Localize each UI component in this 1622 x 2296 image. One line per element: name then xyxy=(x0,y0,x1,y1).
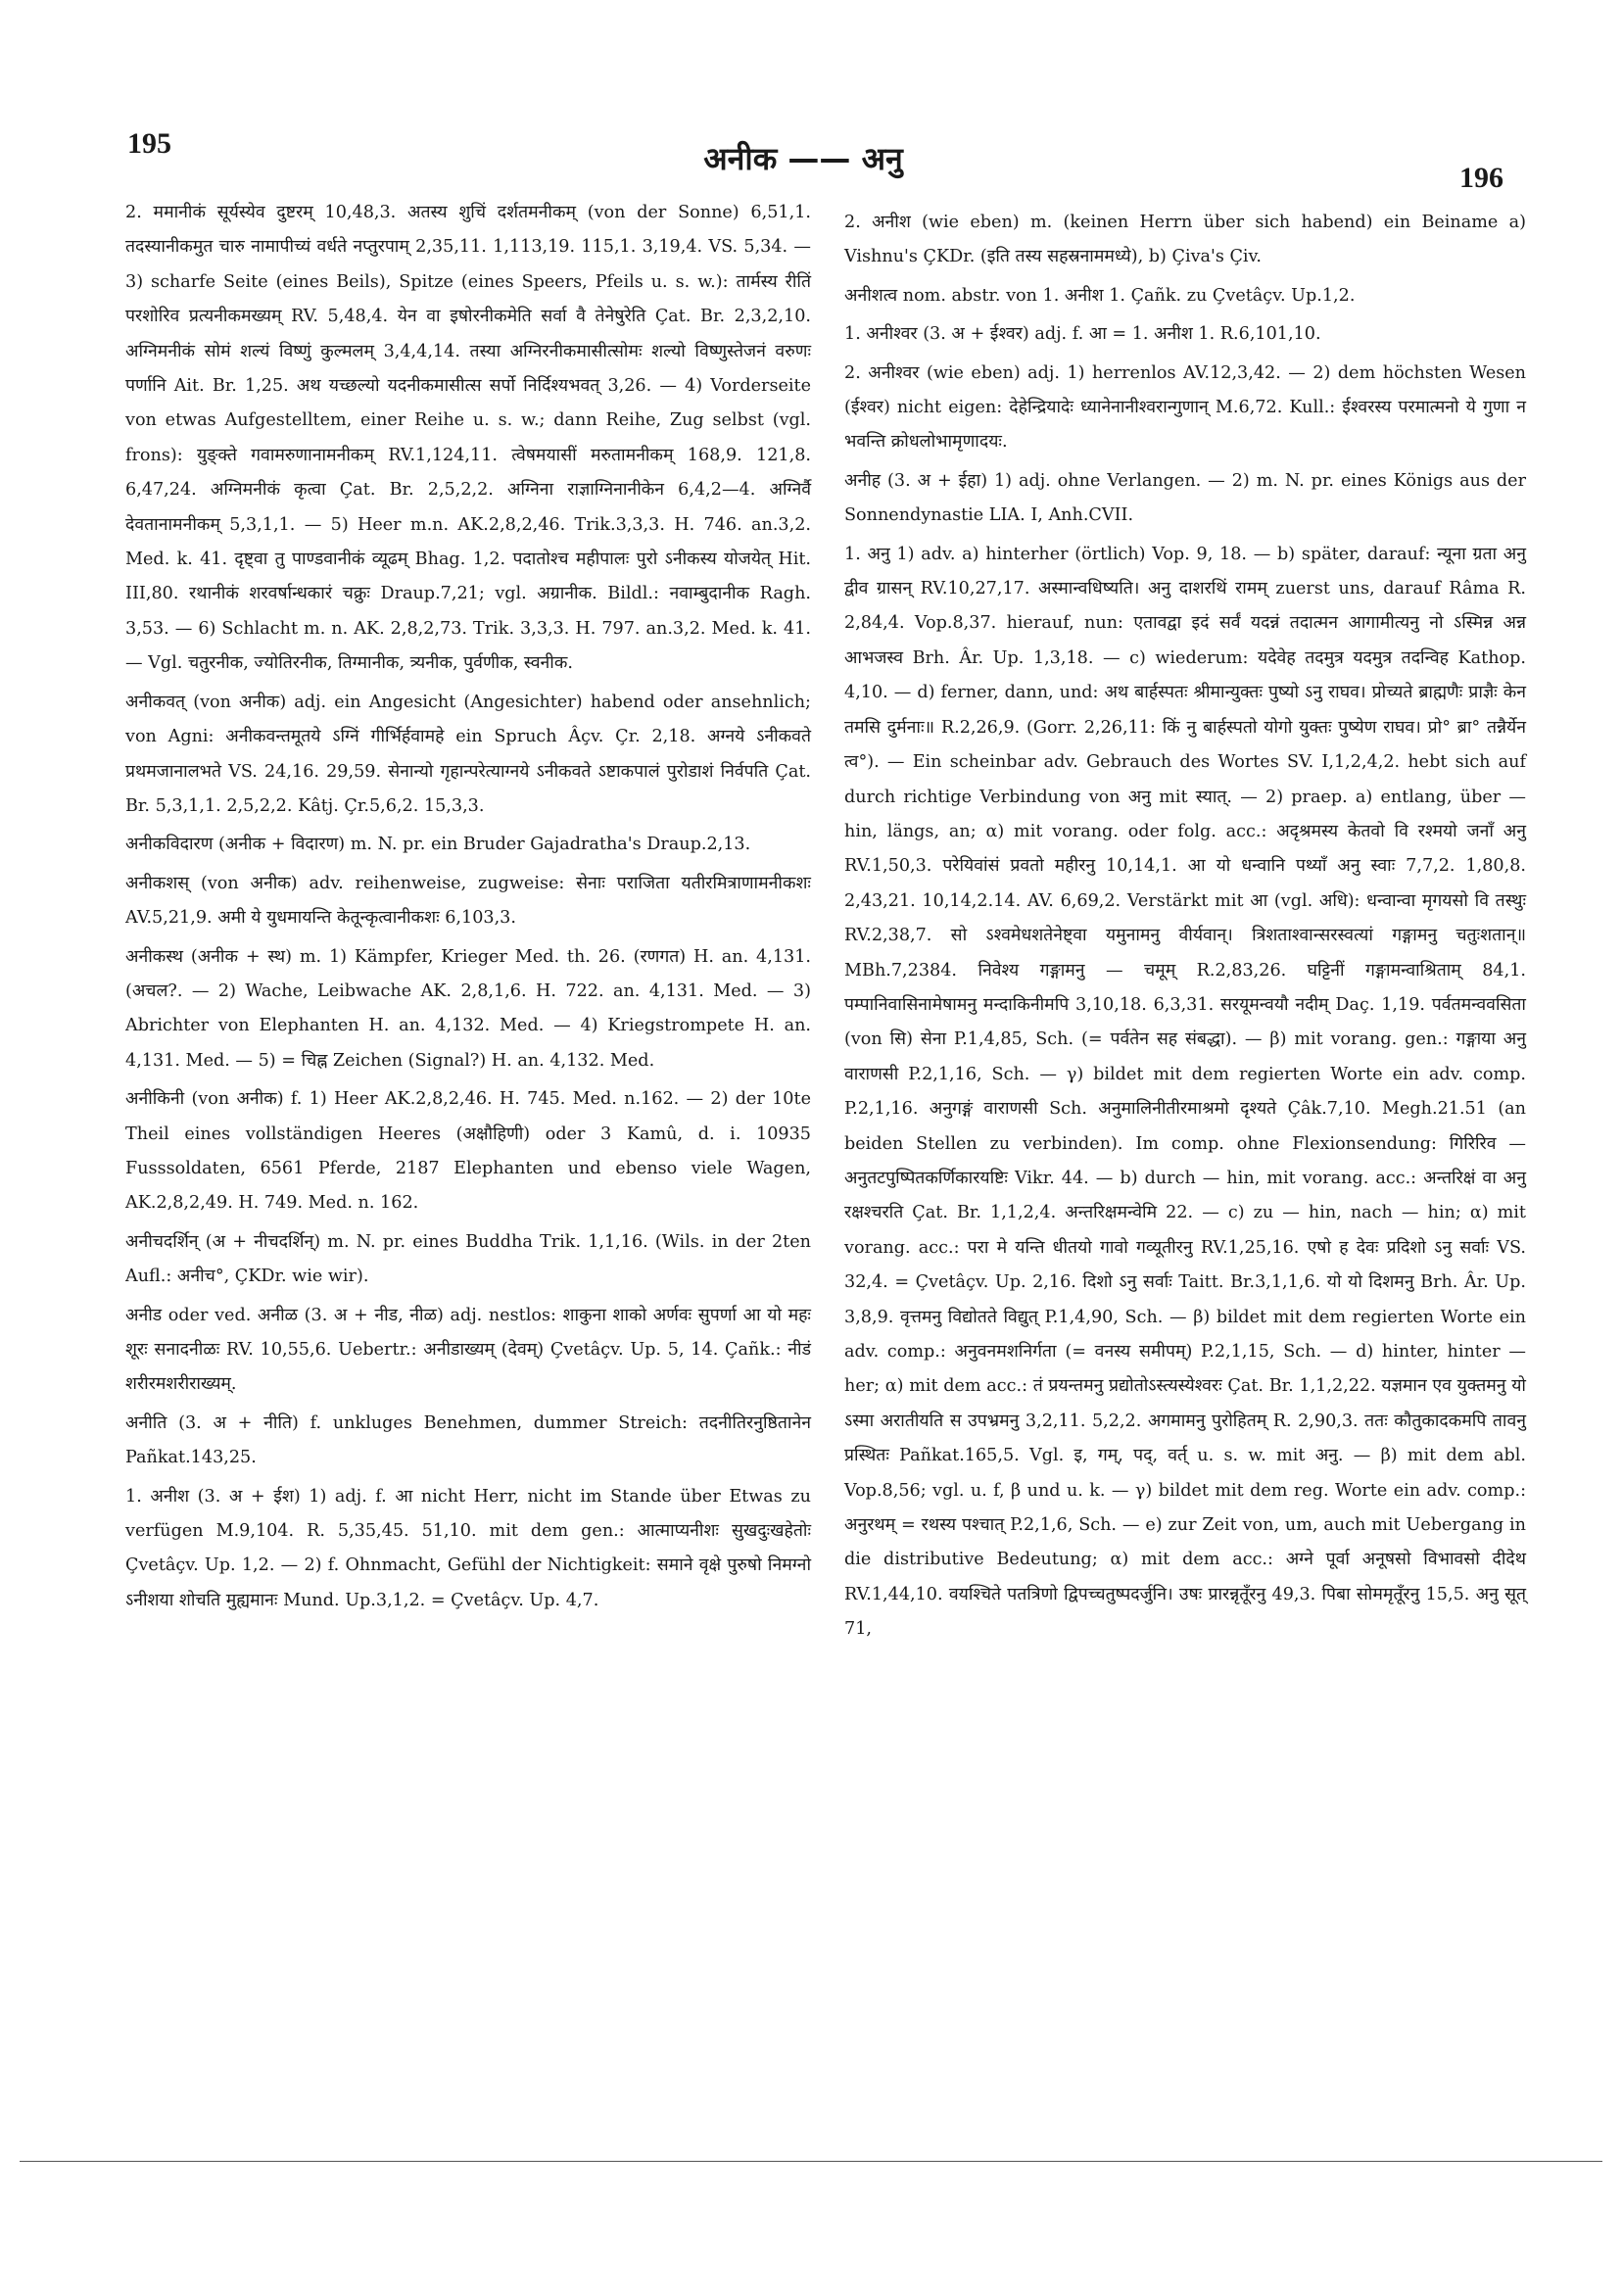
dictionary-entry: अनीति (3. अ + नीति) f. unkluges Benehmen, dummer Streich: तदनीतिरनुष्ठितानेन Pañkat.143,25. xyxy=(125,1412,811,1468)
dictionary-entry: अनीशत्व nom. abstr. von 1. अनीश 1. Çañk. zu Çvetâçv. Up.1,2. xyxy=(844,285,1356,306)
dictionary-entry: अनीकवत् (von अनीक) adj. ein Angesicht (Angesichter) habend oder ansehnlich; von Agni: अनीकवन्तमूतये ऽग्निं गीर्भिर्हवामहे ein Spruch Âçv. Çr. 2,18. अग्नये ऽनीकवते प्रथमजानालभते VS. 24,16. 29,59. सेनान्यो गृहान्परेत्याग्नये ऽनीकवते ऽष्टाकपालं पुरोडाशं निर्वपति Çat. Br. 5,3,1,1. 2,5,2,2. Kâtj. Çr.5,6,2. 15,3,3. xyxy=(125,692,811,816)
dictionary-entry: 1. अनीश्वर (3. अ + ईश्वर) adj. f. आ = 1. अनीश 1. R.6,101,10. xyxy=(844,324,1321,345)
dictionary-entry: 2. ममानीकं सूर्यस्येव दुष्टरम् 10,48,3. अतस्य शुचिं दर्शतमनीकम् (von der Sonne) 6,51,1. तदस्यानीकमुत चारु नामापीच्यं वर्धते नप्तुरपाम् 2,35,11. 1,113,19. 115,1. 3,19,4. VS. 5,34. — 3) scharfe Seite (eines Beils), Spitze (eines Speers, Pfeils u. s. w.): तार्मस्य रीतिं परशोरिव प्रत्यनीकमख्यम् RV. 5,48,4. येन वा इषोरनीकमेति सर्वा वै तेनेषुरेति Çat. Br. 2,3,2,10. अग्निमनीकं सोमं शल्यं विष्णुं कुल्मलम् 3,4,4,14. तस्या अग्निरनीकमासीत्सोमः शल्यो विष्णुस्तेजनं वरुणः पर्णानि Ait. Br. 1,25. अथ यच्छल्यो यदनीकमासीत्स सर्पो निर्दिश्यभवत् 3,26. — 4) Vorderseite von etwas Aufgestelltem, einer Reihe u. s. w.; dann Reihe, Zug selbst (vgl. frons): युङ्क्ते गवामरुणानामनीकम् RV.1,124,11. त्वेषमयासीं मरुतामनीकम् 168,9. 121,8. 6,47,24. अग्निमनीकं कृत्वा Çat. Br. 2,5,2,2. अग्निना राज्ञाग्निनानीकेन 6,4,2—4. अग्निर्वै देवतानामनीकम् 5,3,1,1. — 5) Heer m.n. AK.2,8,2,46. Trik.3,3,3. H. 746. an.3,2. Med. k. 41. दृष्ट्वा तु पाण्डवानीकं व्यूढम् Bhag. 1,2. पदातोश्च महीपालः पुरो ऽनीकस्य योजयेत् Hit. III,80. रथानीकं शरवर्षान्धकारं चक्रुः Draup.7,21; vgl. अग्रानीक. Bildl.: नवाम्बुदानीक Ragh. 3,53. — 6) Schlacht m. n. AK. 2,8,2,73. Trik. 3,3,3. H. 797. an.3,2. Med. k. 41. — Vgl. चतुरनीक, ज्योतिरनीक, तिग्मानीक, त्र्यनीक, पुर्वणीक, स्वनीक. xyxy=(125,203,811,674)
dictionary-entry: 1. अनीश (3. अ + ईश) 1) adj. f. आ nicht Herr, nicht im Stande über Etwas zu verfügen M.9,104. R. 5,35,45. 51,10. mit dem gen.: आत्माप्यनीशः सुखदुःखहेतोः Çvetâçv. Up. 1,2. — 2) f. Ohnmacht, Gefühl der Nichtigkeit: समाने वृक्षे पुरुषो निमग्नो ऽनीशया शोचति मुह्यमानः Mund. Up.3,1,2. = Çvetâçv. Up. 4,7. xyxy=(125,1486,811,1610)
dictionary-entry: 1. अनु 1) adv. a) hinterher (örtlich) Vop. 9, 18. — b) später, darauf: न्यूना ग्रता अनु द्वीव ग्रासन् RV.10,27,17. अस्मान्वधिष्यति। अनु दाशरथिं रामम् zuerst uns, darauf Râma R. 2,84,4. Vop.8,37. hierauf, nun: एतावद्वा इदं सर्वं यदन्नं तदात्मन आगामीत्यनु नो ऽस्मिन्न अन्न आभजस्व Brh. Âr. Up. 1,3,18. — c) wiederum: यदेवेह तदमुत्र यदमुत्र तदन्विह Kathop. 4,10. — d) ferner, dann, und: अथ बार्हस्पतः श्रीमान्युक्तः पुष्यो ऽनु राघव। प्रोच्यते ब्राह्मणैः प्राज्ञैः केन तमसि दुर्मनाः॥ R.2,26,9. (Gorr. 2,26,11: किं नु बार्हस्पतो योगो युक्तः पुष्येण राघव। प्रो° ब्रा° तन्नैर्येन त्व°). — Ein scheinbar adv. Gebrauch des Wortes SV. I,1,2,4,2. hebt sich auf durch richtige Verbindung von अनु mit स्यात्. — 2) praep. a) entlang, über — hin, längs, an; α) mit vorang. oder folg. acc.: अदृश्रमस्य केतवो वि रश्मयो जनाँ अनु RV.1,50,3. परेयिवांसं प्रवतो महीरनु 10,14,1. आ यो धन्वानि पथ्याँ अनु स्वाः 7,7,2. 1,80,8. 2,43,21. 10,14,2.14. AV. 6,69,2. Verstärkt mit आ (vgl. अधि): धन्वान्वा मृगयसो वि तस्थुः RV.2,38,7. सो ऽश्वमेधशतेनेष्ट्वा यमुनामनु वीर्यवान्। त्रिशताश्वान्सरस्वत्यां गङ्गामनु चतुःशतान्॥ MBh.7,2384. निवेश्य गङ्गामनु — चमूम् R.2,83,26. घट्टिनीं गङ्गामन्वाश्रिताम् 84,1. पम्पानिवासिनामेषामनु मन्दाकिनीमपि 3,10,18. 6,3,31. सरयूमन्वयौ नदीम् Daç. 1,19. पर्वतमन्ववसिता (von सि) सेना P.1,4,85, Sch. (= पर्वतेन सह संबद्धा). — β) mit vorang. gen.: गङ्गाया अनु वाराणसी P.2,1,16, Sch. — γ) bildet mit dem regierten Worte ein adv. comp. P.2,1,16. अनुगङ्गं वाराणसी Sch. अनुमालिनीतीरमाश्रमो दृश्यते Çâk.7,10. Megh.21.51 (an beiden Stellen zu verbinden). Im comp. ohne Flexionsendung: गिरिरिव — अनुतटपुष्पितकर्णिकारयष्टिः Vikr. 44. — b) durch — hin, mit vorang. acc.: अन्तरिक्षं वा अनु रक्षश्चरति Çat. Br. 1,1,2,4. अन्तरिक्षमन्वेमि 22. — c) zu — hin, nach — hin; α) mit vorang. acc.: परा मे यन्ति धीतयो गावो गव्यूतीरनु RV.1,25,16. एषो ह देवः प्रदिशो ऽनु सर्वाः VS. 32,4. = Çvetâçv. Up. 2,16. दिशो ऽनु सर्वाः Taitt. Br.3,1,1,6. यो यो दिशमनु Brh. Âr. Up. 3,8,9. वृत्तमनु विद्योतते विद्युत् P.1,4,90, Sch. — β) bildet mit dem regierten Worte ein adv. comp.: अनुवनमशनिर्गता (= वनस्य समीपम्) P.2,1,15, Sch. — d) hinter, hinter — her; α) mit dem acc.: तं प्रयन्तमनु प्रद्योतोऽस्त्यस्येश्वरः Çat. Br. 1,1,2,22. यज्ञमान एव युक्तमनु यो ऽस्मा अरातीयति स उपभ्रमनु 3,2,11. 5,2,2. अगमामनु पुरोहितम् R. 2,90,3. ततः कौतुकादकमपि तावनु प्रस्थितः Pañkat.165,5. Vgl. इ, गम्, पद्, वर्त् u. s. w. mit अनु. — β) mit dem abl. Vop.8,56; vgl. u. f, β und u. k. — γ) bildet mit dem reg. Worte ein adv. comp.: अनुरथम् = रथस्य पश्चात् P.2,1,6, Sch. — e) zur Zeit von, um, auch mit Uebergang in die distributive Bedeutung; α) mit dem acc.: अग्ने पूर्वा अनूषसो विभावसो दीदेथ RV.1,44,10. वयश्चिते पतत्रिणो द्विपच्चतुष्पदर्जुनि। उषः प्रारन्नृतूँरनु 49,3. पिबा सोममृतूँरनु 15,5. अनु सूत् 71, xyxy=(844,544,1526,1640)
dictionary-entry: अनीकिनी (von अनीक) f. 1) Heer AK.2,8,2,46. H. 745. Med. n.162. — 2) der 10te Theil eines vollständigen Heeres (अक्षौहिणी) oder 3 Kamû, d. i. 10935 Fusssoldaten, 6561 Pferde, 2187 Elephanten und ebenso viele Wagen, AK.2,8,2,49. H. 749. Med. n. 162. xyxy=(125,1089,811,1214)
dictionary-entry: अनीह (3. अ + ईहा) 1) adj. ohne Verlangen. — 2) m. N. pr. eines Königs aus der Sonnendynastie LIA. I, Anh.CVII. xyxy=(844,470,1526,526)
dictionary-entry: अनीड oder ved. अनीळ (3. अ + नीड, नीळ) adj. nestlos: शाकुना शाको अर्णवः सुपर्णा आ यो महः शूरः सनादनीळः RV. 10,55,6. Uebertr.: अनीडाख्यम् (देवम्) Çvetâçv. Up. 5, 14. Çañk.: नीडं शरीरमशरीराख्यम्. xyxy=(125,1305,811,1395)
left-column xyxy=(125,196,811,1622)
dictionary-entry: 2. अनीश (wie eben) m. (keinen Herrn über sich habend) ein Beiname a) Vishnu's ÇKDr. (इति तस्य सहस्रनाममध्ये), b) Çiva's Çiv. xyxy=(844,213,1526,267)
dictionary-entry: अनीचदर्शिन् (अ + नीचदर्शिन्) m. N. pr. eines Buddha Trik. 1,1,16. (Wils. in der 2ten Aufl.: अनीच°, ÇKDr. wie wir). xyxy=(125,1231,811,1287)
running-head: अनीक —— अनु xyxy=(703,140,903,177)
dictionary-entry: 2. अनीश्वर (wie eben) adj. 1) herrenlos AV.12,3,42. — 2) dem höchsten Wesen (ईश्वर) nicht eigen: देहेन्द्रियादेः ध्यानेनानीश्वरान्गुणान् M.6,72. Kull.: ईश्वरस्य परमात्मनो ये गुणा न भवन्ति क्रोधलोभामृणादयः. xyxy=(844,362,1526,453)
page-number-right: 196 xyxy=(1459,162,1503,194)
right-column xyxy=(844,206,1526,1651)
page-bottom-rule xyxy=(20,2161,1602,2162)
page-number-left: 195 xyxy=(127,127,171,160)
dictionary-entry: अनीकशस् (von अनीक) adv. reihenweise, zugweise: सेनाः पराजिता यतीरमित्राणामनीकशः AV.5,21,9. अमी ये युधमायन्ति केतून्कृत्वानीकशः 6,103,3. xyxy=(125,873,811,929)
dictionary-entry: अनीकविदारण (अनीक + विदारण) m. N. pr. ein Bruder Gajadratha's Draup.2,13. xyxy=(125,835,751,855)
dictionary-entry: अनीकस्थ (अनीक + स्थ) m. 1) Kämpfer, Krieger Med. th. 26. (रणगत) H. an. 4,131. (अचल?. — 2) Wache, Leibwache AK. 2,8,1,6. H. 722. an. 4,131. Med. — 3) Abrichter von Elephanten H. an. 4,132. Med. — 4) Kriegstrompete H. an. 4,131. Med. — 5) = चिह्न Zeichen (Signal?) H. an. 4,132. Med. xyxy=(125,946,811,1071)
